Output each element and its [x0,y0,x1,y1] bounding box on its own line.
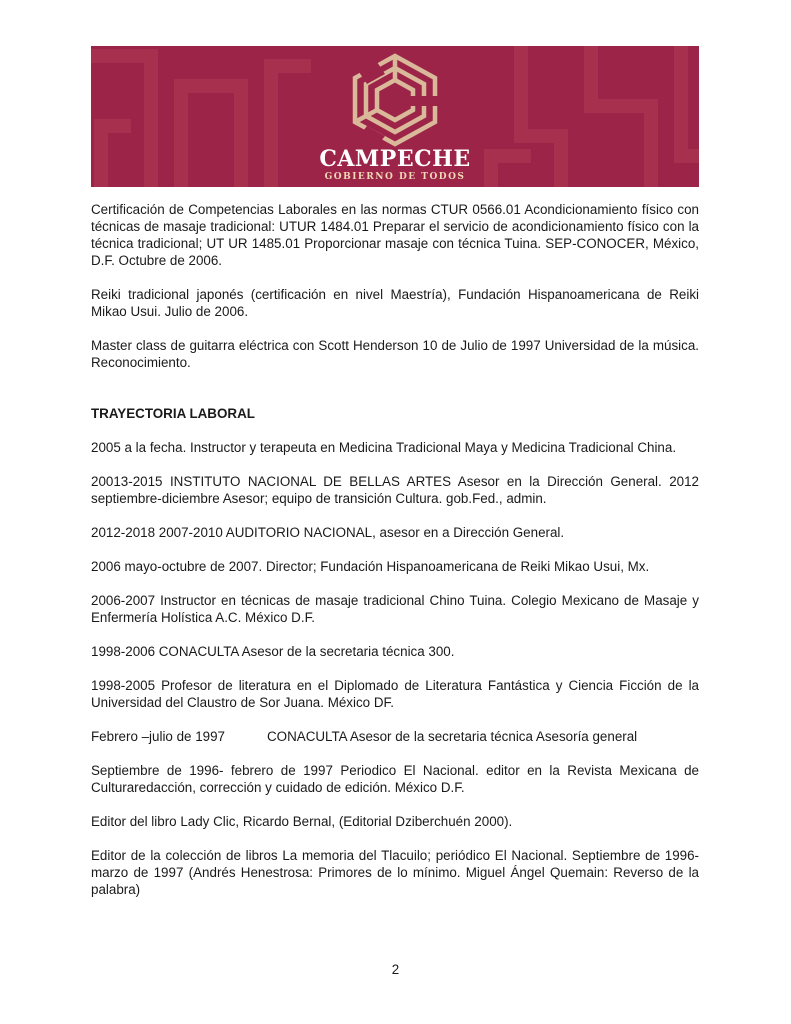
career-entry: 2006 mayo-octubre de 2007. Director; Fundación Hispanoamericana de Reiki Mikao Usui, Mx. [91,559,650,574]
campeche-hexagon-logo-icon [345,52,445,148]
career-entry [91,728,699,745]
career-entry: 2012-2018 2007-2010 AUDITORIO NACIONAL, asesor en a Dirección General. [91,525,565,540]
career-entry: 1998-2006 CONACULTA Asesor de la secretaria técnica 300. [91,644,455,659]
brand-name: CAMPECHE [319,146,471,172]
paragraph: Reiki tradicional japonés (certificación en nivel Maestría), Fundación Hispanoamericana de Reiki Mikao Usui. Julio de 2006. [91,287,699,319]
section-heading: TRAYECTORIA LABORAL [91,406,255,421]
career-date: Febrero –julio de 1997 [91,729,225,744]
career-entry: 20013-2015 INSTITUTO NACIONAL DE BELLAS ARTES Asesor en la Dirección General. 2012 septiembre-diciembre Asesor; equipo de transición Cultura. gob.Fed., admin. [91,474,699,506]
header-banner [91,46,699,187]
career-entry: Editor de la colección de libros La memoria del Tlacuilo; periódico El Nacional. Septiembre de 1996-marzo de 1997 (Andrés Henestrosa: Primores de lo mínimo. Miguel Ángel Quemain: Reverso de la palabra) [91,848,699,897]
career-entry: 2006-2007 Instructor en técnicas de masaje tradicional Chino Tuina. Colegio Mexicano de Masaje y Enfermería Holística A.C. México D.F. [91,593,699,625]
page-number: 2 [391,962,400,977]
career-entry: 2005 a la fecha. Instructor y terapeuta en Medicina Tradicional Maya y Medicina Tradicional China. [91,440,677,455]
brand-subtitle: GOBIERNO DE TODOS [324,172,466,182]
career-entry: Editor del libro Lady Clic, Ricardo Bernal, (Editorial Dziberchuén 2000). [91,814,513,829]
career-entry: Septiembre de 1996- febrero de 1997 Periodico El Nacional. editor en la Revista Mexicana de Culturaredacción, corrección y cuidado de edición. México D.F. [91,763,699,795]
paragraph: Certificación de Competencias Laborales en las normas CTUR 0566.01 Acondicionamiento físico con técnicas de masaje tradicional: UTUR 1484.01 Preparar el servicio de acondicionamiento físico con la técnica tradicional; UT UR 1485.01 Proporcionar masaje con técnica Tuina. SEP-CONOCER, México, D.F. Octubre de 2006. [91,202,699,268]
document-body [91,201,699,915]
career-text: CONACULTA Asesor de la secretaria técnica Asesoría general [267,729,638,744]
paragraph: Master class de guitarra eléctrica con Scott Henderson 10 de Julio de 1997 Universidad de la música. Reconocimiento. [91,338,699,370]
career-entry: 1998-2005 Profesor de literatura en el Diplomado de Literatura Fantástica y Ciencia Ficción de la Universidad del Claustro de Sor Juana. México DF. [91,678,699,710]
